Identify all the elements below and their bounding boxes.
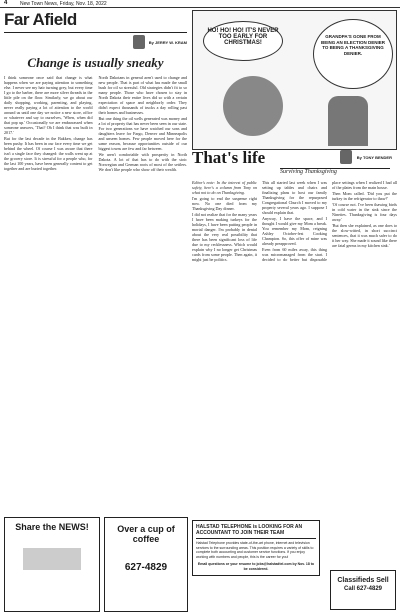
- page-number: 4: [4, 0, 8, 6]
- paragraph: North Dakotans in general aren't used to change and new people. That is part of what has made the small bush for oil so stressful. Old strategies didn't fit to so many people. Those who have chosen to stay in North Dakota their entire lives did so with a certain expectation of space and neighborly order. They didn't expect thousands of trucks a day rolling past their homes and businesses.: [98, 75, 187, 115]
- paragraph: 'Of course not. I've been thawing birds in cold water in the sink since the Nineties. Thanksgiving is four days away.': [332, 202, 397, 222]
- article-body: [4, 75, 187, 173]
- section-title: Far Afield: [4, 10, 77, 29]
- paragraph: Then Mom called. 'Did you put the turkey in the refrigerator to thaw?': [332, 191, 397, 201]
- coffee-ad: [104, 517, 188, 612]
- paragraph: I'm going to end the suspense right now. No one died from my Thanksgiving Day dinner.: [192, 196, 257, 211]
- paragraph: This all started last week when I was setting up tables and chairs and finalizing plans to host our family Thanksgiving for the repurposed Congregational Church I moved to my property several years ago. I suppose I should explain that.: [262, 180, 327, 215]
- share-title: Share the NEWS!: [15, 522, 89, 532]
- job-ad: [192, 520, 320, 576]
- article-title: Change is usually sneaky: [27, 55, 164, 70]
- paragraph: Anyway, I have the space, and I thought I would give my Mom a break. You remember my Mom, reigning Ashley October-fest Cooking Champion. So, this offer of mine was already preapproved.: [262, 216, 327, 246]
- classifieds-phone: Call 627-4829: [343, 586, 383, 592]
- coffee-phone: 627-4829: [124, 562, 168, 573]
- author-photo: [340, 150, 352, 164]
- thats-life-title: That's life: [192, 148, 266, 167]
- editors-note: Editor's note: In the interest of public safety, here's a column from Tony on what not to do on Thanksgiving.: [192, 180, 257, 195]
- job-ad-body: Halstad Telephone provides state-of-the-art phone, internet and television services to the surrounding areas. This position requires a variety of skills to complete both accounting and customer service functions. If you enjoy working with numbers and people, this is the career for you!: [196, 541, 314, 559]
- speech-bubble-right: GRANDPA'S GONE FROM BEING AN ELECTION DENIER TO BEING A THANKSGIVING DENIER.: [313, 19, 393, 89]
- classifieds-ad: [330, 570, 396, 610]
- paragraph: But for the last decade in the Bakken, change has been pushy. It has been in our face every time we get behind the wheel. Of course I was aware that there isn't a single face they changed: the walls went up at the grocery store. It is stressful for a people who, for the last 100 years, have been generally content to get together and are buried together.: [4, 136, 93, 171]
- job-ad-header: HALSTAD TELEPHONE is LOOKING FOR AN ACCOUNTANT TO JOIN THEIR TEAM: [196, 524, 316, 539]
- thats-life-subtitle: Surviving Thanksgiving: [280, 169, 337, 175]
- paragraph: We aren't comfortable with prosperity in North Dakota. A lot of that has to do with the stoic Norwegian and German roots of most of the settlers. We don't like people who show off their wealth.: [98, 152, 187, 172]
- job-ad-footer: Email questions or your resume to jobs@halstadtel.com by Nov. 18 to be considered.: [197, 562, 315, 571]
- thats-life-body: [192, 180, 397, 515]
- classifieds-title: Classifieds Sell: [337, 577, 389, 584]
- speech-bubble-left: HO! HO! HO! IT'S NEVER TOO EARLY FOR CHRISTMAS!: [203, 21, 283, 61]
- byline: By JERRY W. KRAM: [148, 39, 187, 45]
- coffee-title: Over a cup of coffee: [117, 524, 175, 544]
- paper-dateline: New Town News, Friday, Nov. 18, 2022: [20, 1, 107, 7]
- far-afield-column: [4, 10, 187, 510]
- author-photo: [133, 35, 145, 49]
- paragraph: But one thing the oil wells generated was money and a lot of property that has never been seen in our state. For two generations we have watched our sons and daughters leave for Fargo, Denver and Minneapolis and unseen homes. Few people moved here for the same reason, because opportunities outside of our biggest towns are few and far between.: [98, 116, 187, 151]
- paragraph: I did not realize that for the many years I have been making turkeys for the holidays, I have been putting people in mortal danger. I'm probably in denial about the very real possibility that there has been significant loss of life due to my recklessness. Which would explain why I no longer get Christmas cards from some people. Then again, it might just be politics.: [192, 212, 257, 262]
- paragraph: 'But then she explained, as one does to the slow-witted, in short succinct sentences, that it was much safer to do it her way. She made it sound like there are fatal germs in my kitchen sink.': [332, 223, 397, 248]
- turkey-figure: [223, 76, 283, 136]
- paragraph: Even from 60 miles away, this thing was micromanaged from the start. I decided to do better but disposable place settings when I realized I had all of the plates from the main house.: [262, 180, 397, 262]
- byline: By TONY BENDER: [356, 155, 392, 160]
- page-header: [0, 0, 400, 8]
- share-news-ad: [4, 517, 100, 612]
- person-figure: [328, 96, 368, 146]
- paragraph: I think someone once said that change is what happens when we are paying attention to something else. I never see my hair turning grey, but every time I go to the barber, there are more silver threads in the little pile on the floor. Similarly, we go about our daily shopping, working, parenting, and playing, never really paying a lot of attention to the world around us until one day we notice a new store, office or whatever and say to ourselves, 'When, when did that pop up.' Occasionally we are embarrassed when someone answers, 'That? Oh I think that was built in 2017.': [4, 75, 93, 135]
- byline-row: [4, 32, 187, 49]
- newspaper-image: [23, 548, 81, 570]
- editorial-cartoon: [192, 10, 397, 150]
